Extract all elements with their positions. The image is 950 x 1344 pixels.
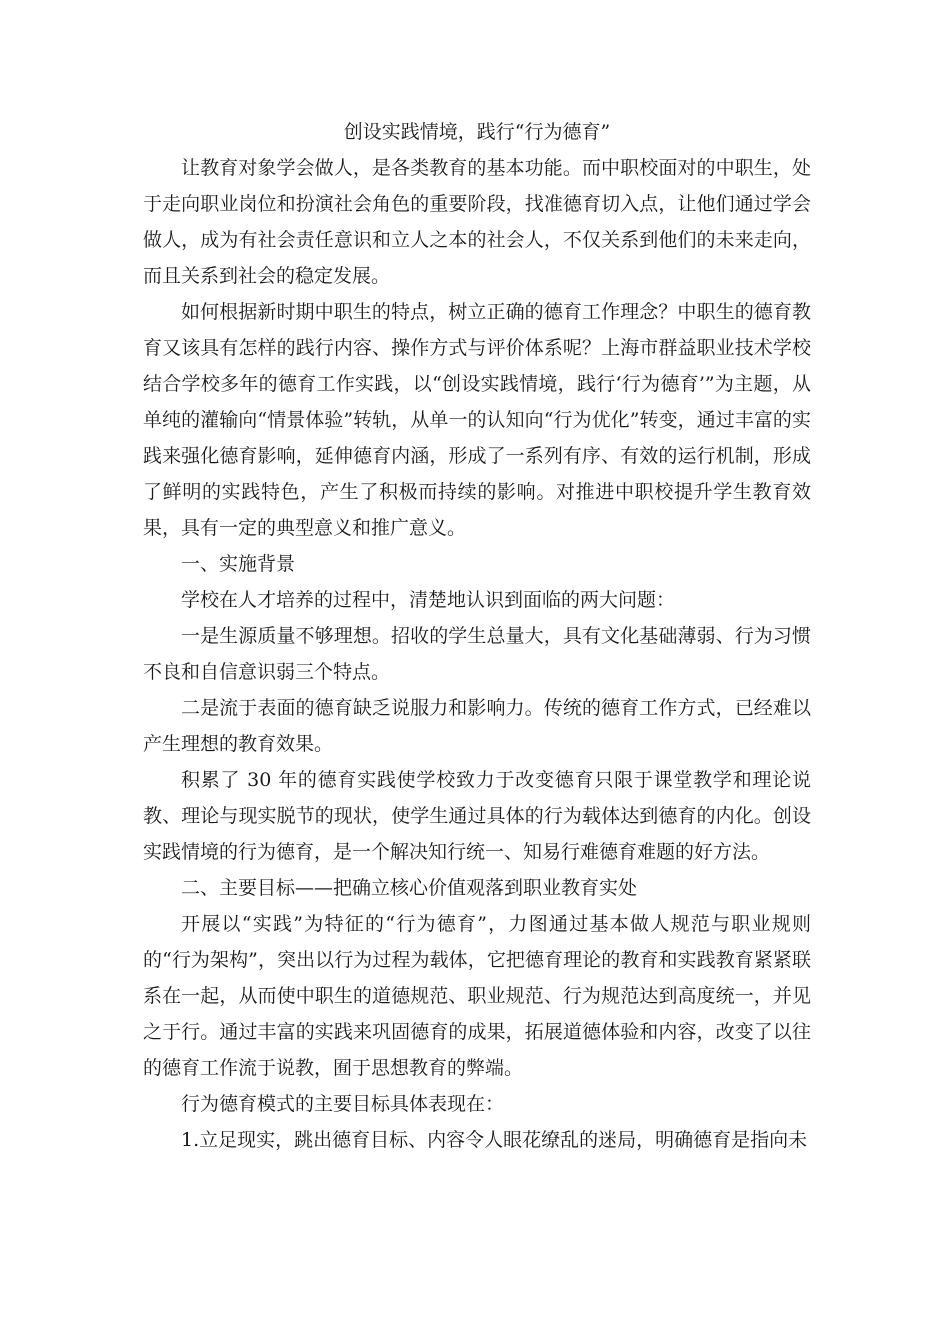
paragraph-practice: 开展以“实践”为特征的“行为德育”，力图通过基本做人规范与职业规则的“行为架构”，突出以行为过程为载体，它把德育理论的教育和实践教育紧紧联系在一起，从而使中职生的道德规范、职业规范、行为规范达到高度统一，并见之于行。通过丰富的实践来巩固德育的成果，拓展道德体验和内容，改变了以往的德育工作流于说教，囿于思想教育的弊端。: [143, 913, 811, 1079]
paragraph-problem-two: 二是流于表面的德育缺乏说服力和影响力。传统的德育工作方式，已经难以产生理想的教育效果。: [143, 697, 811, 755]
paragraph-goals-intro: 行为德育模式的主要目标具体表现在：: [181, 1093, 505, 1115]
paragraph-problem-one: 一是生源质量不够理想。招收的学生总量大，具有文化基础薄弱、行为习惯不良和自信意识弱三个特点。: [143, 625, 811, 683]
section-heading-goals: 二、主要目标——把确立核心价值观落到职业教育实处: [181, 877, 638, 899]
paragraph-two-problems: 学校在人才培养的过程中，清楚地认识到面临的两大问题：: [181, 589, 676, 611]
paragraph-question: 如何根据新时期中职生的特点，树立正确的德育工作理念？中职生的德育教育又该具有怎样的践行内容、操作方式与评价体系呢？上海市群益职业技术学校结合学校多年的德育工作实践，以“创设实践情境，践行‘行为德育’”为主题，从单纯的灌输向“情景体验”转轨，从单一的认知向“行为优化”转变，通过丰富的实践来强化德育影响，延伸德育内涵，形成了一系列有序、有效的运行机制，形成了鲜明的实践特色，产生了积极而持续的影响。对推进中职校提升学生教育效果，具有一定的典型意义和推广意义。: [143, 301, 811, 539]
section-heading-background: 一、实施背景: [181, 553, 296, 575]
document-body: [143, 114, 811, 1158]
document-title: 创设实践情境，践行“行为德育”: [343, 121, 611, 143]
paragraph-thirty-years: 积累了 30 年的德育实践使学校致力于改变德育只限于课堂教学和理论说教、理论与现实脱节的现状，使学生通过具体的行为载体达到德育的内化。创设实践情境的行为德育，是一个解决知行统一、知易行难德育难题的好方法。: [143, 769, 811, 863]
paragraph-intro: 让教育对象学会做人，是各类教育的基本功能。而中职校面对的中职生，处于走向职业岗位和扮演社会角色的重要阶段，找准德育切入点，让他们通过学会做人，成为有社会责任意识和立人之本的社会人，不仅关系到他们的未来走向，而且关系到社会的稳定发展。: [143, 157, 811, 287]
paragraph-goal-one: 1.立足现实，跳出德育目标、内容令人眼花缭乱的迷局，明确德育是指向未: [181, 1129, 808, 1151]
